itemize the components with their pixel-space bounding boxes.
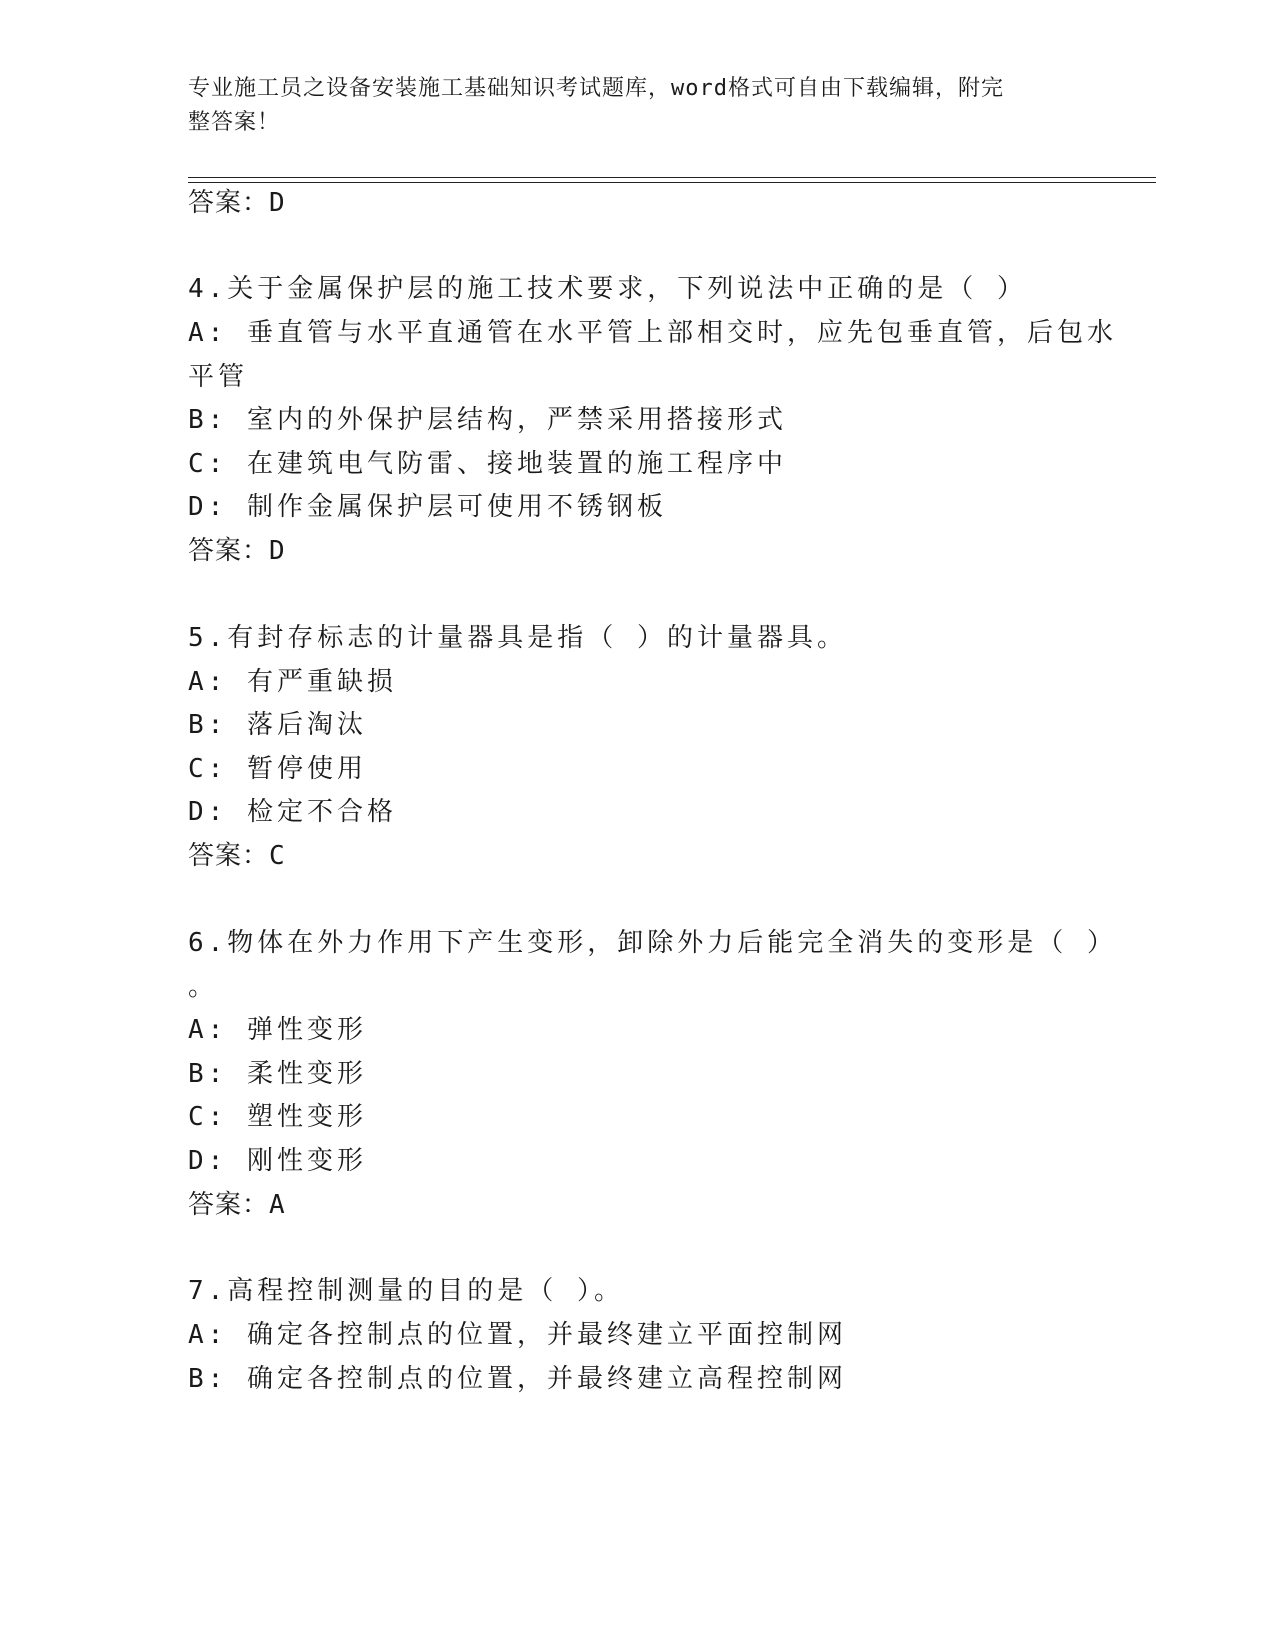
option-5b: B: 落后淘汰	[188, 710, 367, 740]
option-4a-cont: 平管	[188, 362, 249, 392]
document-header	[188, 72, 1068, 140]
option-7b: B: 确定各控制点的位置，并最终建立高程控制网	[188, 1364, 847, 1394]
answer-label: 答案：	[188, 536, 270, 566]
answer-6	[188, 1187, 286, 1223]
header-divider-top	[188, 177, 1156, 178]
header-line-2: 整答案！	[188, 110, 281, 135]
question-4: 4.关于金属保护层的施工技术要求，下列说法中正确的是（ ）	[188, 274, 1027, 304]
option-5c: C: 暂停使用	[188, 754, 367, 784]
answer-4	[188, 533, 286, 569]
answer-value: C	[269, 841, 286, 871]
answer-value: D	[269, 188, 286, 218]
question-6-cont: 。	[188, 972, 219, 1002]
option-5a: A: 有严重缺损	[188, 667, 397, 697]
answer-value: D	[269, 536, 286, 566]
option-5d: D: 检定不合格	[188, 797, 397, 827]
option-7a: A: 确定各控制点的位置，并最终建立平面控制网	[188, 1320, 847, 1350]
question-6: 6.物体在外力作用下产生变形，卸除外力后能完全消失的变形是（ ）	[188, 928, 1117, 958]
header-divider-bottom	[188, 182, 1156, 183]
option-4c: C: 在建筑电气防雷、接地装置的施工程序中	[188, 449, 787, 479]
answer-label: 答案：	[188, 1190, 270, 1220]
question-7: 7.高程控制测量的目的是（ ）。	[188, 1276, 624, 1306]
answer-value: A	[269, 1190, 286, 1220]
answer-label: 答案：	[188, 188, 270, 218]
option-6d: D: 刚性变形	[188, 1146, 367, 1176]
option-6c: C: 塑性变形	[188, 1102, 367, 1132]
question-5: 5.有封存标志的计量器具是指（ ）的计量器具。	[188, 623, 847, 653]
option-4b: B: 室内的外保护层结构，严禁采用搭接形式	[188, 405, 787, 435]
answer-label: 答案：	[188, 841, 270, 871]
answer-5	[188, 838, 286, 874]
header-line-1: 专业施工员之设备安装施工基础知识考试题库，word格式可自由下载编辑，附完	[188, 76, 1004, 101]
option-4a: A: 垂直管与水平直通管在水平管上部相交时，应先包垂直管，后包水	[188, 318, 1117, 348]
option-4d: D: 制作金属保护层可使用不锈钢板	[188, 492, 667, 522]
answer-3	[188, 185, 286, 221]
option-6a: A: 弹性变形	[188, 1015, 367, 1045]
option-6b: B: 柔性变形	[188, 1059, 367, 1089]
